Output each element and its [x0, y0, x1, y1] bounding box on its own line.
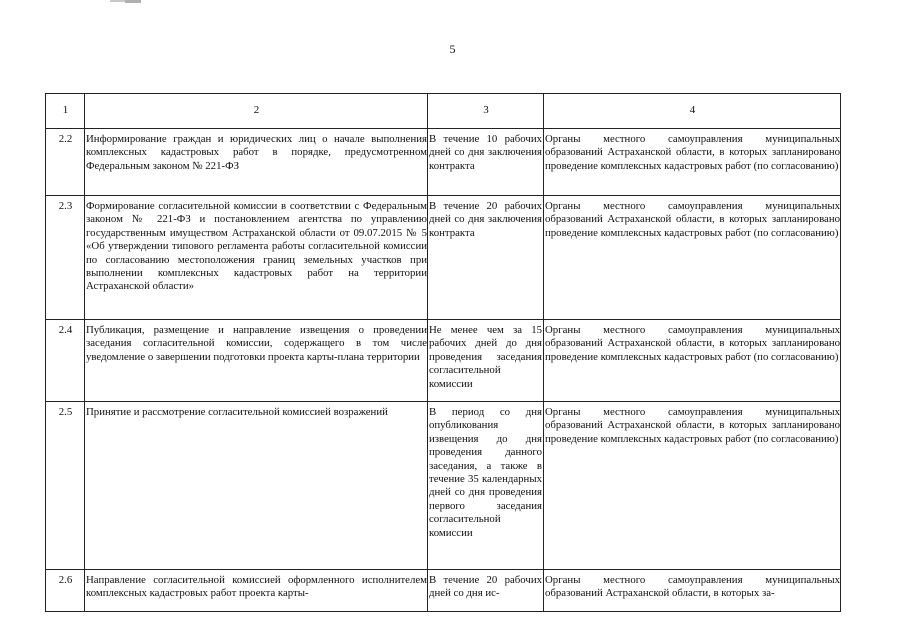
plan-table: [45, 93, 841, 612]
row-description: Публикация, размещение и направление извещения о проведении заседания согласительной комиссии, содержащего в том числе уведомление о завершении подготовки проекта карты-плана территории: [85, 320, 428, 402]
table-row: [46, 129, 841, 196]
row-number: 2.6: [46, 570, 85, 612]
row-description: Принятие и рассмотрение согласительной комиссией возражений: [85, 402, 428, 570]
row-term: В течение 10 рабочих дней со дня заключения контракта: [428, 129, 544, 196]
row-number: 2.5: [46, 402, 85, 570]
row-term: В течение 20 рабочих дней со дня ис-: [428, 570, 544, 612]
row-term: В течение 20 рабочих дней со дня заключения контракта: [428, 196, 544, 320]
row-executor: Органы местного самоуправления муниципальных образований Астраханской области, в которых запланировано проведение комплексных кадастровых работ (по согласованию): [544, 320, 841, 402]
header-cell: 2: [85, 94, 428, 129]
row-term: В период со дня опубликования извещения до дня проведения данного заседания, а также в течение 35 календарных дней со дня проведения первого заседания согласительной комиссии: [428, 402, 544, 570]
row-description: Информирование граждан и юридических лиц о начале выполнения комплексных кадастровых работ в порядке, предусмотренном Федеральным законом № 221-ФЗ: [85, 129, 428, 196]
row-description: Формирование согласительной комиссии в соответствии с Федеральным законом № 221-ФЗ и постановлением агентства по управлению государственным имуществом Астраханской области от 09.07.2015 № 5 «Об утверждении типового регламента работы согласительной комиссии по согласованию местоположения границ земельных участков при выполнении комплексных кадастровых работ на территории Астраханской области»: [85, 196, 428, 320]
header-cell: 3: [428, 94, 544, 129]
row-executor: Органы местного самоуправления муниципальных образований Астраханской области, в которых запланировано проведение комплексных кадастровых работ (по согласованию): [544, 196, 841, 320]
header-cell: 4: [544, 94, 841, 129]
row-description: Направление согласительной комиссией оформленного исполнителем комплексных кадастровых работ проекта карты-: [85, 570, 428, 612]
table-row: [46, 196, 841, 320]
table-row: [46, 402, 841, 570]
row-number: 2.4: [46, 320, 85, 402]
row-number: 2.3: [46, 196, 85, 320]
row-executor: Органы местного самоуправления муниципальных образований Астраханской области, в которых за-: [544, 570, 841, 612]
table-row: [46, 570, 841, 612]
row-executor: Органы местного самоуправления муниципальных образований Астраханской области, в которых запланировано проведение комплексных кадастровых работ (по согласованию): [544, 402, 841, 570]
table-row: [46, 320, 841, 402]
row-executor: Органы местного самоуправления муниципальных образований Астраханской области, в которых запланировано проведение комплексных кадастровых работ (по согласованию): [544, 129, 841, 196]
header-cell: 1: [46, 94, 85, 129]
row-term: Не менее чем за 15 рабочих дней до дня проведения заседания согласительной комиссии: [428, 320, 544, 402]
table-header-row: [46, 94, 841, 129]
page-number: 5: [449, 42, 456, 56]
scan-artifact: [125, 0, 141, 3]
row-number: 2.2: [46, 129, 85, 196]
